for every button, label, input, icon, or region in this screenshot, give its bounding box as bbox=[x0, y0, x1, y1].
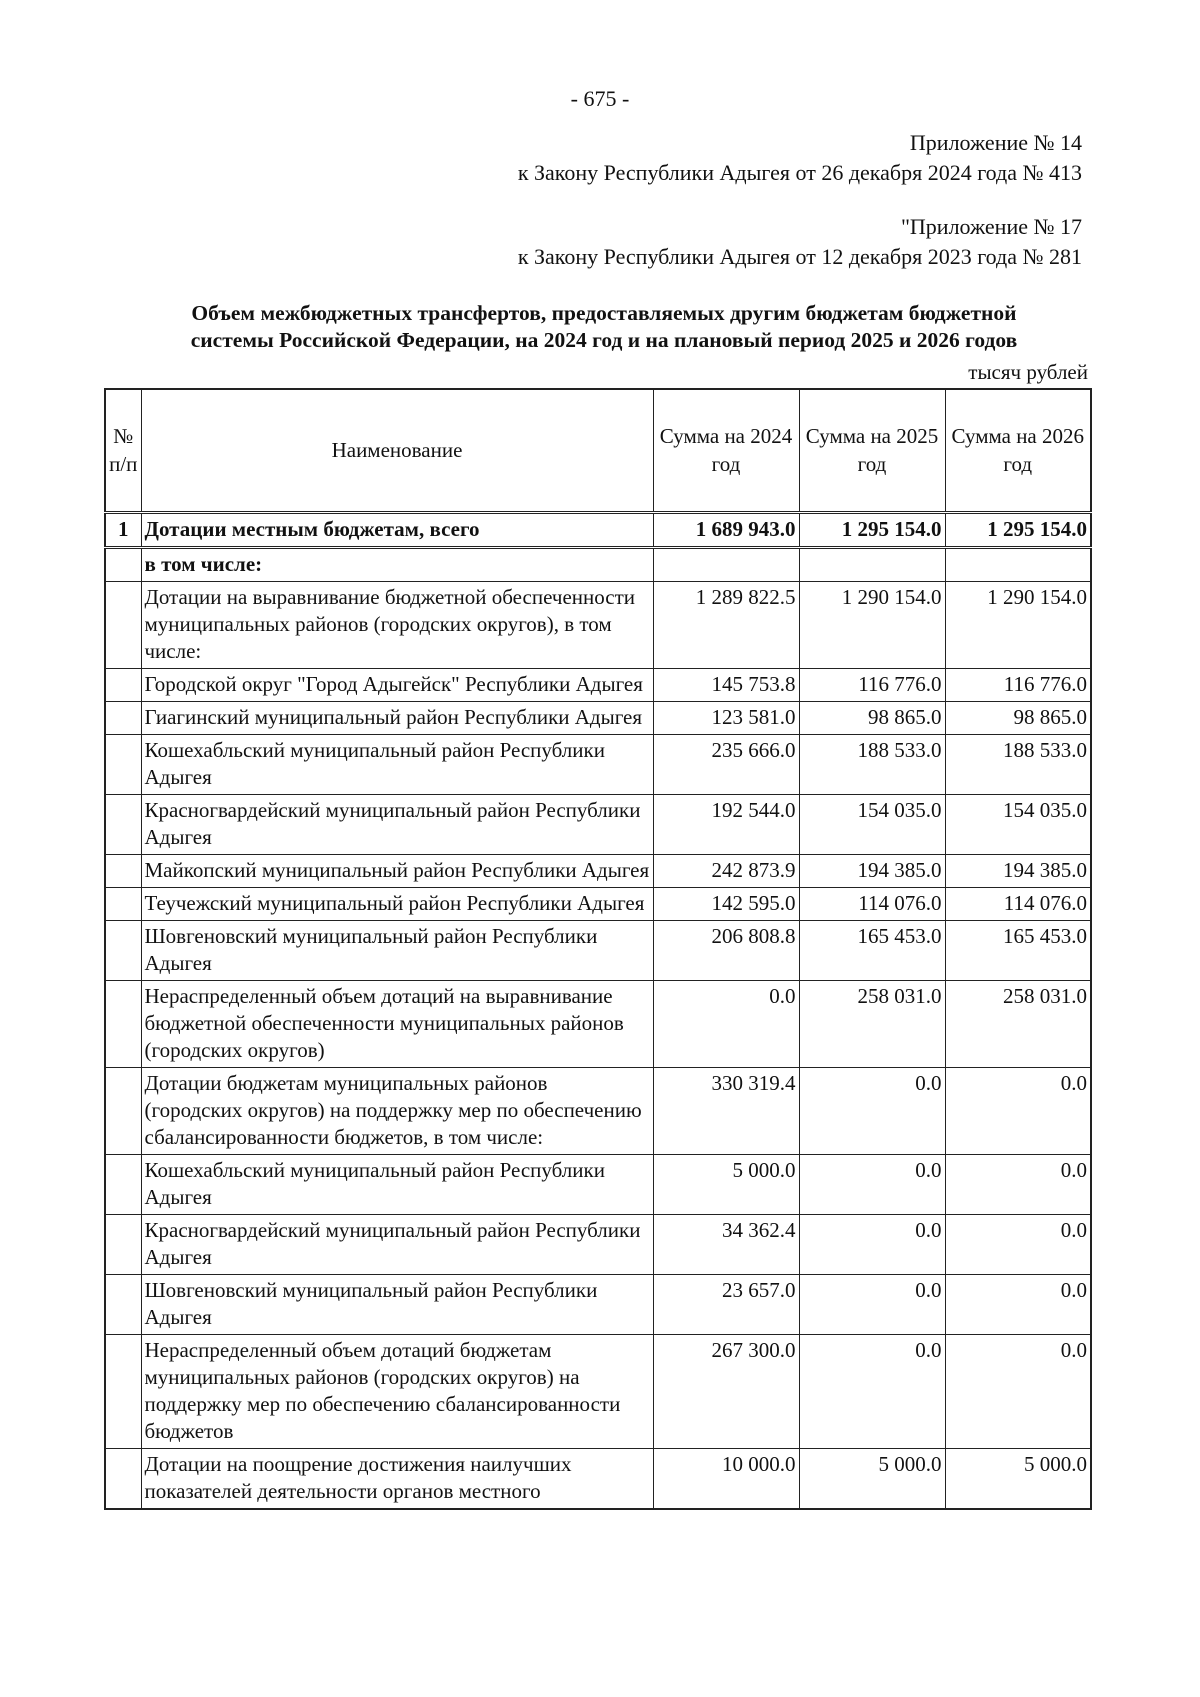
header-name: Наименование bbox=[141, 389, 653, 513]
row-num-cell bbox=[105, 1449, 141, 1510]
row-name-cell: Красногвардейский муниципальный район Республики Адыгея bbox=[141, 1215, 653, 1275]
row-amount-2024-cell: 145 753.8 bbox=[653, 669, 799, 702]
annex-original bbox=[518, 212, 1082, 272]
row-num-cell bbox=[105, 921, 141, 981]
row-amount-2026-cell: 0.0 bbox=[945, 1215, 1091, 1275]
row-name-cell: Дотации на поощрение достижения наилучших показателей деятельности органов местного bbox=[141, 1449, 653, 1510]
row-num-cell bbox=[105, 669, 141, 702]
document-title-line1: Объем межбюджетных трансфертов, предоставляемых другим бюджетам бюджетной bbox=[191, 301, 1017, 325]
table-row bbox=[105, 888, 1091, 921]
row-amount-2024-cell: 123 581.0 bbox=[653, 702, 799, 735]
row-amount-2025-cell: 5 000.0 bbox=[799, 1449, 945, 1510]
row-amount-2025-cell: 188 533.0 bbox=[799, 735, 945, 795]
row-name-cell: Красногвардейский муниципальный район Республики Адыгея bbox=[141, 795, 653, 855]
table-row bbox=[105, 921, 1091, 981]
transfers-table bbox=[104, 388, 1092, 1510]
table-row bbox=[105, 582, 1091, 669]
row-num-cell: 1 bbox=[105, 513, 141, 548]
row-amount-2025-cell: 258 031.0 bbox=[799, 981, 945, 1068]
row-name-cell: Теучежский муниципальный район Республики Адыгея bbox=[141, 888, 653, 921]
row-num-cell bbox=[105, 855, 141, 888]
row-name-cell: Городской округ "Город Адыгейск" Республики Адыгея bbox=[141, 669, 653, 702]
row-amount-2026-cell: 0.0 bbox=[945, 1068, 1091, 1155]
row-name-cell: Гиагинский муниципальный район Республики Адыгея bbox=[141, 702, 653, 735]
row-amount-2026-cell: 1 295 154.0 bbox=[945, 513, 1091, 548]
row-amount-2024-cell: 23 657.0 bbox=[653, 1275, 799, 1335]
row-amount-2024-cell: 235 666.0 bbox=[653, 735, 799, 795]
table-row bbox=[105, 702, 1091, 735]
row-amount-2026-cell: 194 385.0 bbox=[945, 855, 1091, 888]
row-amount-2026-cell: 116 776.0 bbox=[945, 669, 1091, 702]
row-num-cell bbox=[105, 888, 141, 921]
row-name-cell: Кошехабльский муниципальный район Республики Адыгея bbox=[141, 735, 653, 795]
table-row bbox=[105, 1155, 1091, 1215]
document-title-line2: системы Российской Федерации, на 2024 год и на плановый период 2025 и 2026 годов bbox=[190, 328, 1018, 352]
row-amount-2025-cell: 0.0 bbox=[799, 1215, 945, 1275]
row-amount-2024-cell: 242 873.9 bbox=[653, 855, 799, 888]
row-amount-2026-cell: 0.0 bbox=[945, 1155, 1091, 1215]
row-amount-2025-cell: 154 035.0 bbox=[799, 795, 945, 855]
row-name-cell: Майкопский муниципальный район Республики Адыгея bbox=[141, 855, 653, 888]
document-title bbox=[124, 300, 1084, 354]
table-row bbox=[105, 1335, 1091, 1449]
row-amount-2025-cell: 0.0 bbox=[799, 1275, 945, 1335]
row-amount-2026-cell: 188 533.0 bbox=[945, 735, 1091, 795]
table-row bbox=[105, 1449, 1091, 1510]
row-num-cell bbox=[105, 1215, 141, 1275]
row-amount-2026-cell: 154 035.0 bbox=[945, 795, 1091, 855]
annex-current bbox=[518, 128, 1082, 188]
row-amount-2026-cell: 114 076.0 bbox=[945, 888, 1091, 921]
annex-original-line1: "Приложение № 17 bbox=[900, 214, 1082, 239]
row-amount-2026-cell: 258 031.0 bbox=[945, 981, 1091, 1068]
header-2025: Сумма на 2025 год bbox=[799, 389, 945, 513]
row-num-cell bbox=[105, 795, 141, 855]
page-number: - 675 - bbox=[570, 86, 630, 111]
row-amount-2024-cell: 267 300.0 bbox=[653, 1335, 799, 1449]
row-amount-2026-cell: 5 000.0 bbox=[945, 1449, 1091, 1510]
row-name-cell: Дотации бюджетам муниципальных районов (городских округов) на поддержку мер по обеспечению сбалансированности бюджетов, в том числе: bbox=[141, 1068, 653, 1155]
table-row bbox=[105, 735, 1091, 795]
row-name-cell: Дотации местным бюджетам, всего bbox=[141, 513, 653, 548]
row-amount-2024-cell: 0.0 bbox=[653, 981, 799, 1068]
row-num-cell bbox=[105, 702, 141, 735]
row-name-cell: Нераспределенный объем дотаций бюджетам муниципальных районов (городских округов) на поддержку мер по обеспечению сбалансированности бюджетов bbox=[141, 1335, 653, 1449]
table-row bbox=[105, 513, 1091, 548]
row-amount-2024-cell: 10 000.0 bbox=[653, 1449, 799, 1510]
annex-original-line2: к Закону Республики Адыгея от 12 декабря 2023 года № 281 bbox=[517, 244, 1082, 269]
row-amount-2026-cell bbox=[945, 548, 1091, 582]
table-header-row bbox=[105, 389, 1091, 513]
row-num-cell bbox=[105, 1275, 141, 1335]
row-amount-2026-cell: 165 453.0 bbox=[945, 921, 1091, 981]
table-row bbox=[105, 548, 1091, 582]
row-amount-2024-cell: 206 808.8 bbox=[653, 921, 799, 981]
row-amount-2025-cell: 0.0 bbox=[799, 1335, 945, 1449]
row-amount-2025-cell: 1 290 154.0 bbox=[799, 582, 945, 669]
row-amount-2025-cell: 98 865.0 bbox=[799, 702, 945, 735]
annex-current-line1: Приложение № 14 bbox=[909, 130, 1082, 155]
table-row bbox=[105, 1215, 1091, 1275]
row-num-cell bbox=[105, 582, 141, 669]
row-num-cell bbox=[105, 1068, 141, 1155]
table-row bbox=[105, 981, 1091, 1068]
row-name-cell: Нераспределенный объем дотаций на выравнивание бюджетной обеспеченности муниципальных районов (городских округов) bbox=[141, 981, 653, 1068]
row-amount-2026-cell: 1 290 154.0 bbox=[945, 582, 1091, 669]
row-name-cell: Шовгеновский муниципальный район Республики Адыгея bbox=[141, 1275, 653, 1335]
row-amount-2025-cell: 0.0 bbox=[799, 1155, 945, 1215]
annex-current-line2: к Закону Республики Адыгея от 26 декабря 2024 года № 413 bbox=[517, 160, 1082, 185]
table-row bbox=[105, 1068, 1091, 1155]
row-amount-2024-cell: 192 544.0 bbox=[653, 795, 799, 855]
header-num: № п/п bbox=[105, 389, 141, 513]
row-name-cell: Кошехабльский муниципальный район Республики Адыгея bbox=[141, 1155, 653, 1215]
row-name-cell: Дотации на выравнивание бюджетной обеспеченности муниципальных районов (городских округов), в том числе: bbox=[141, 582, 653, 669]
row-amount-2024-cell: 330 319.4 bbox=[653, 1068, 799, 1155]
row-amount-2026-cell: 0.0 bbox=[945, 1275, 1091, 1335]
row-amount-2026-cell: 0.0 bbox=[945, 1335, 1091, 1449]
row-num-cell bbox=[105, 1155, 141, 1215]
table-row bbox=[105, 669, 1091, 702]
row-num-cell bbox=[105, 735, 141, 795]
row-amount-2024-cell: 142 595.0 bbox=[653, 888, 799, 921]
row-name-cell: Шовгеновский муниципальный район Республики Адыгея bbox=[141, 921, 653, 981]
row-name-cell: в том числе: bbox=[141, 548, 653, 582]
row-amount-2026-cell: 98 865.0 bbox=[945, 702, 1091, 735]
row-amount-2024-cell: 1 289 822.5 bbox=[653, 582, 799, 669]
units-label: тысяч рублей bbox=[968, 360, 1088, 384]
row-num-cell bbox=[105, 981, 141, 1068]
table-body bbox=[105, 513, 1091, 1510]
table-row bbox=[105, 855, 1091, 888]
table-row bbox=[105, 795, 1091, 855]
row-amount-2024-cell: 34 362.4 bbox=[653, 1215, 799, 1275]
row-amount-2025-cell: 114 076.0 bbox=[799, 888, 945, 921]
row-amount-2025-cell: 1 295 154.0 bbox=[799, 513, 945, 548]
row-num-cell bbox=[105, 548, 141, 582]
header-2026: Сумма на 2026 год bbox=[945, 389, 1091, 513]
row-amount-2024-cell bbox=[653, 548, 799, 582]
row-amount-2024-cell: 1 689 943.0 bbox=[653, 513, 799, 548]
row-amount-2024-cell: 5 000.0 bbox=[653, 1155, 799, 1215]
row-amount-2025-cell: 0.0 bbox=[799, 1068, 945, 1155]
row-amount-2025-cell: 116 776.0 bbox=[799, 669, 945, 702]
table-row bbox=[105, 1275, 1091, 1335]
row-amount-2025-cell: 194 385.0 bbox=[799, 855, 945, 888]
row-num-cell bbox=[105, 1335, 141, 1449]
row-amount-2025-cell: 165 453.0 bbox=[799, 921, 945, 981]
row-amount-2025-cell bbox=[799, 548, 945, 582]
header-2024: Сумма на 2024 год bbox=[653, 389, 799, 513]
